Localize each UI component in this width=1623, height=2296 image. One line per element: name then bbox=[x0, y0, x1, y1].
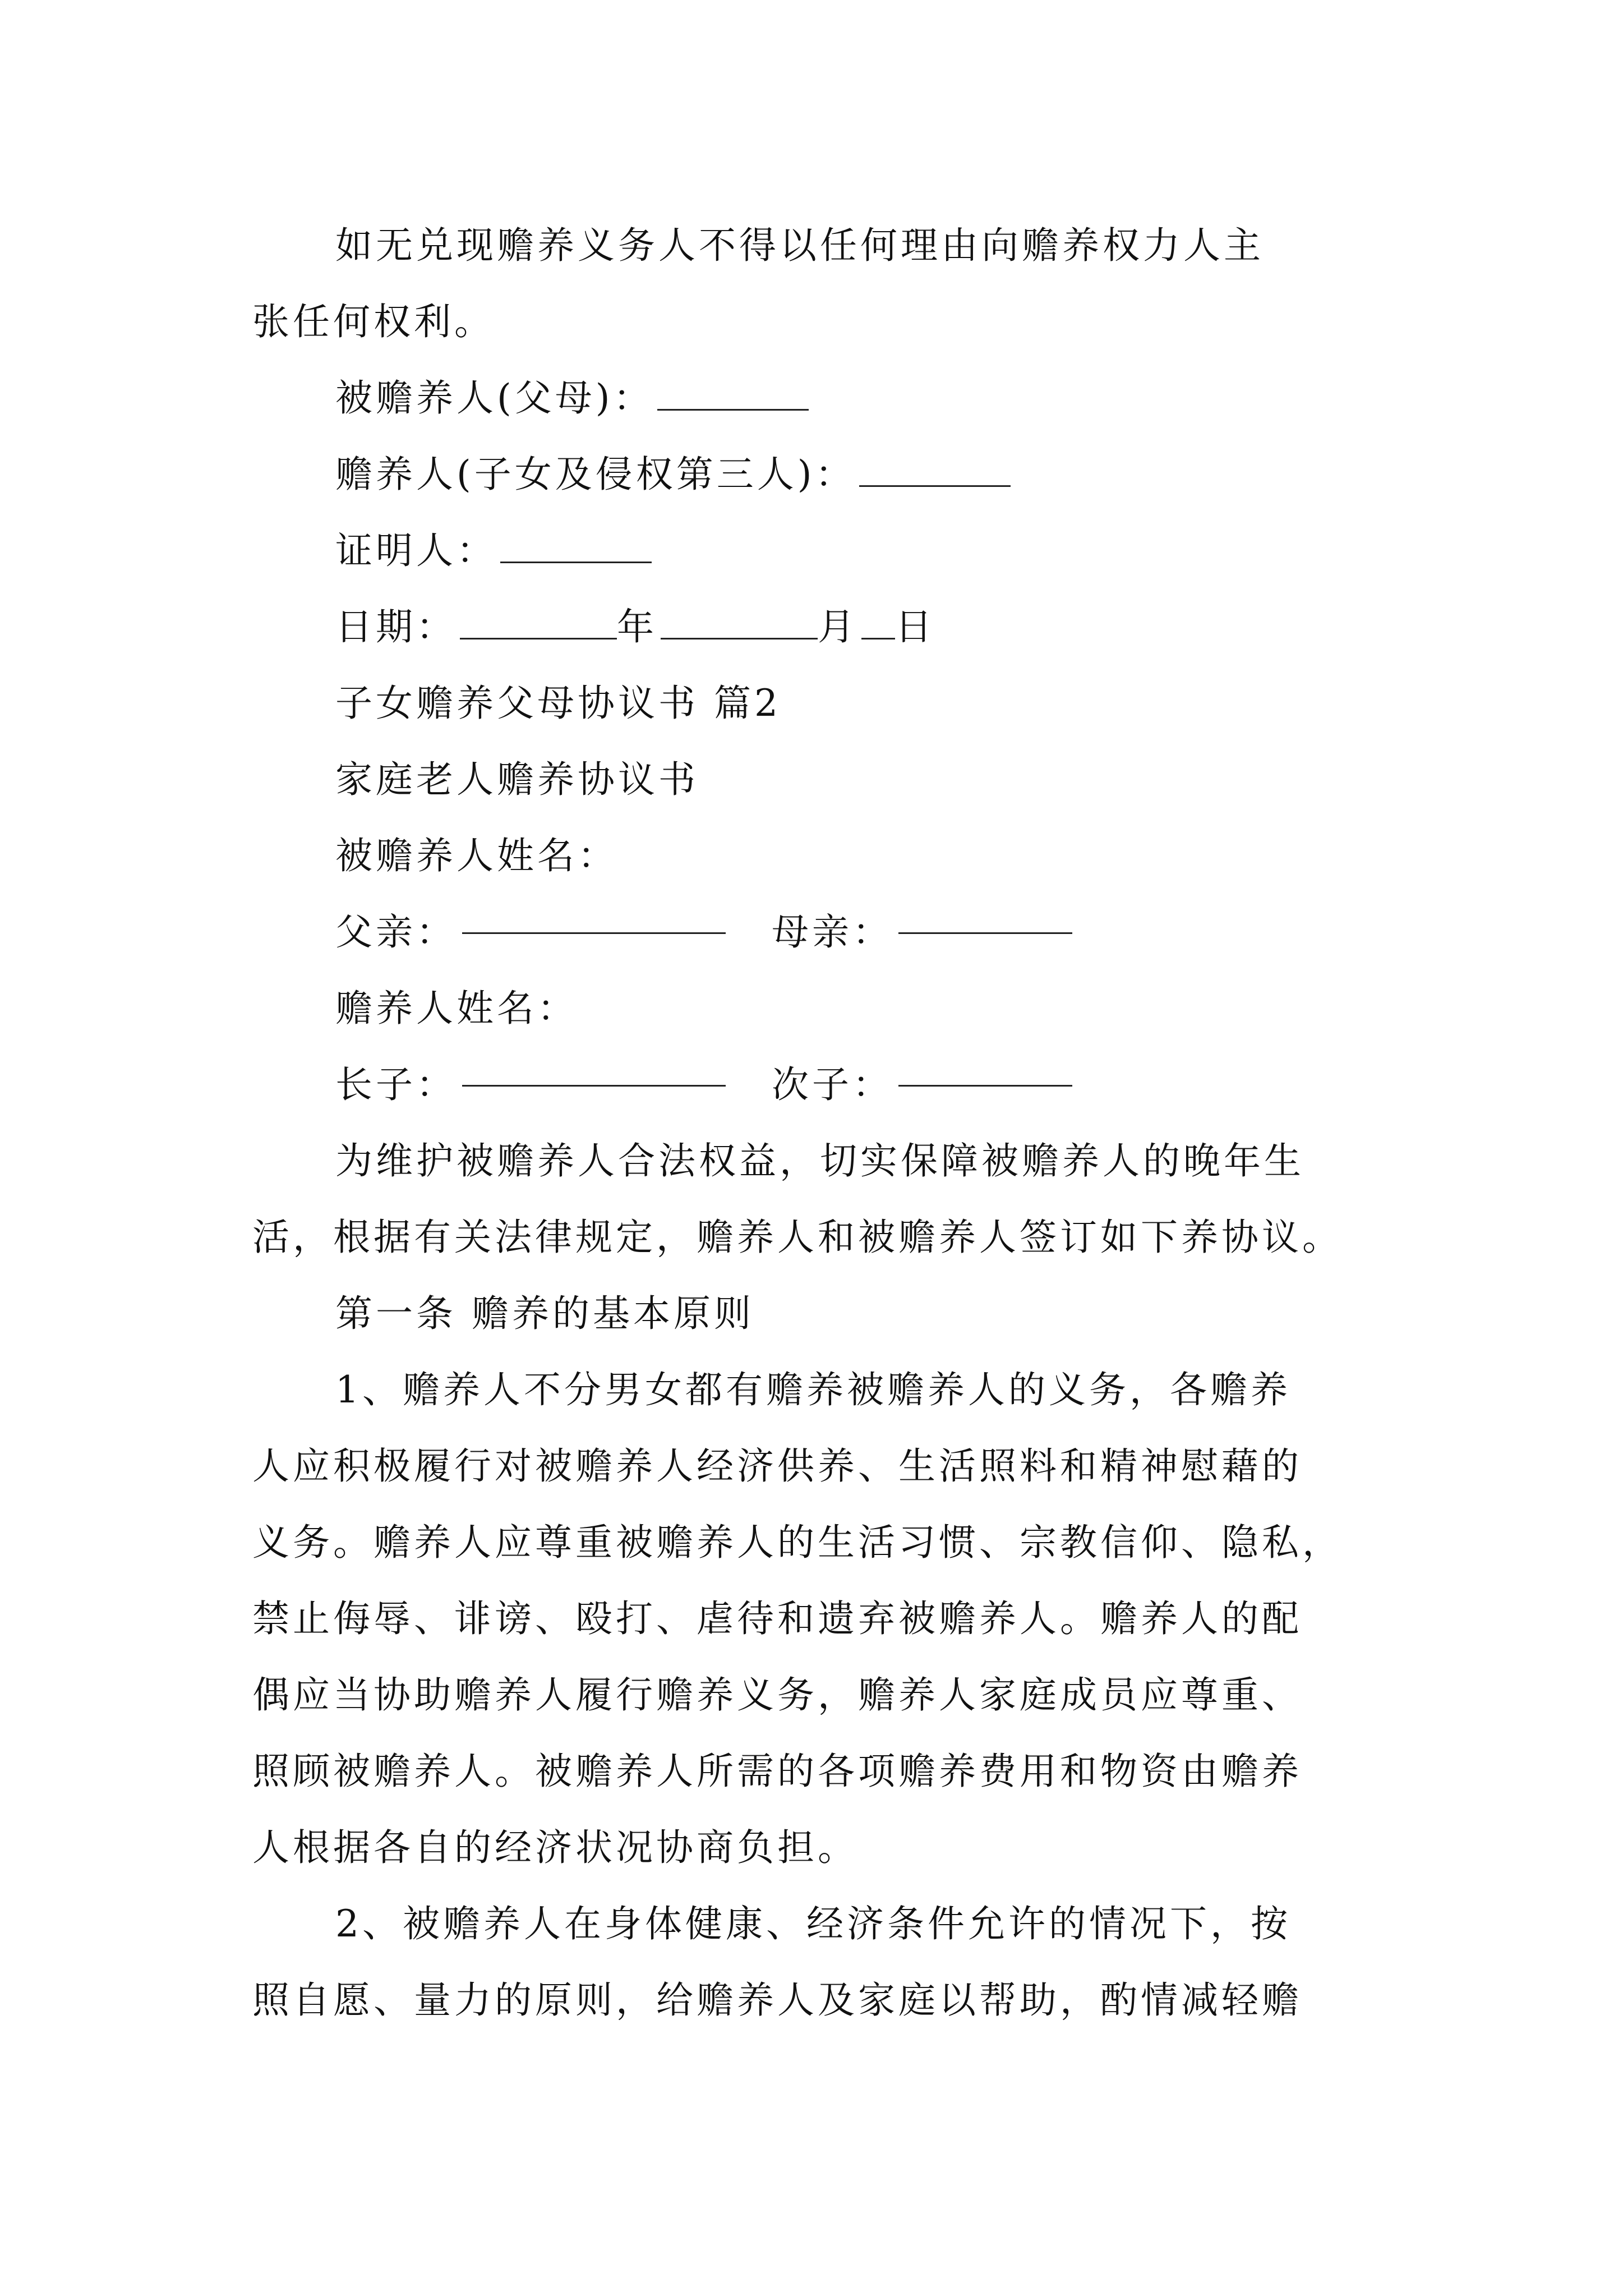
second-son-blank bbox=[898, 1085, 1072, 1087]
witness-label: 证明人： bbox=[335, 529, 497, 572]
father-blank bbox=[462, 932, 726, 934]
supporter-signature-line bbox=[252, 436, 1374, 513]
document-title: 家庭老人赡养协议书 bbox=[335, 758, 699, 801]
paragraph-line: 张任何权利。 bbox=[252, 300, 495, 343]
month-blank bbox=[661, 604, 818, 639]
eldest-son-label: 长子： bbox=[335, 1063, 457, 1106]
paragraph-line: 照自愿、量力的原则，给赡养人及家庭以帮助，酌情减轻赡 bbox=[252, 1978, 1302, 2022]
day-blank bbox=[861, 604, 895, 639]
month-label: 月 bbox=[818, 605, 858, 648]
day-label: 日 bbox=[895, 605, 935, 648]
children-line bbox=[252, 1047, 1374, 1123]
paragraph-line: 人应积极履行对被赡养人经济供养、生活照料和精神慰藉的 bbox=[252, 1444, 1302, 1488]
paragraph-line: 义务。赡养人应尊重被赡养人的生活习惯、宗教信仰、隐私， bbox=[252, 1521, 1343, 1564]
date-line bbox=[252, 589, 1374, 665]
mother-label: 母亲： bbox=[772, 910, 893, 954]
father-label: 父亲： bbox=[335, 910, 457, 954]
supporter-names-heading: 赡养人姓名： bbox=[335, 987, 578, 1030]
paragraph-line: 人根据各自的经济状况协商负担。 bbox=[252, 1826, 858, 1869]
mother-blank bbox=[898, 932, 1072, 934]
supported-names-heading: 被赡养人姓名： bbox=[335, 834, 618, 877]
year-blank bbox=[460, 604, 617, 639]
supported-signature-line bbox=[252, 360, 1374, 436]
paragraph-line: 为维护被赡养人合法权益，切实保障被赡养人的晚年生 bbox=[335, 1139, 1304, 1182]
signature-blank bbox=[859, 452, 1011, 487]
document-body bbox=[252, 208, 1374, 2039]
supporter-label: 赡养人(子女及侵权第三人)： bbox=[335, 453, 856, 496]
paragraph-line: 1、赡养人不分男女都有赡养被赡养人的义务，各赡养 bbox=[335, 1368, 1291, 1411]
parents-line bbox=[252, 894, 1374, 970]
paragraph-line: 2、被赡养人在身体健康、经济条件允许的情况下，按 bbox=[335, 1902, 1291, 1945]
section-title: 子女赡养父母协议书 篇2 bbox=[335, 682, 781, 725]
paragraph-line: 偶应当协助赡养人履行赡养义务，赡养人家庭成员应尊重、 bbox=[252, 1673, 1302, 1717]
signature-blank bbox=[657, 375, 809, 411]
paragraph-line: 活，根据有关法律规定，赡养人和被赡养人签订如下养协议。 bbox=[252, 1216, 1343, 1259]
witness-signature-line bbox=[252, 513, 1374, 589]
date-label: 日期： bbox=[335, 605, 457, 648]
eldest-son-blank bbox=[462, 1085, 726, 1087]
paragraph-line: 禁止侮辱、诽谤、殴打、虐待和遗弃被赡养人。赡养人的配 bbox=[252, 1597, 1302, 1640]
article-heading: 第一条 赡养的基本原则 bbox=[335, 1292, 754, 1335]
signature-blank bbox=[500, 528, 652, 563]
paragraph-line: 照顾被赡养人。被赡养人所需的各项赡养费用和物资由赡养 bbox=[252, 1750, 1302, 1793]
supported-label: 被赡养人(父母)： bbox=[335, 376, 654, 420]
paragraph-line: 如无兑现赡养义务人不得以任何理由向赡养权力人主 bbox=[335, 224, 1264, 267]
year-label: 年 bbox=[617, 605, 657, 648]
second-son-label: 次子： bbox=[772, 1063, 893, 1106]
